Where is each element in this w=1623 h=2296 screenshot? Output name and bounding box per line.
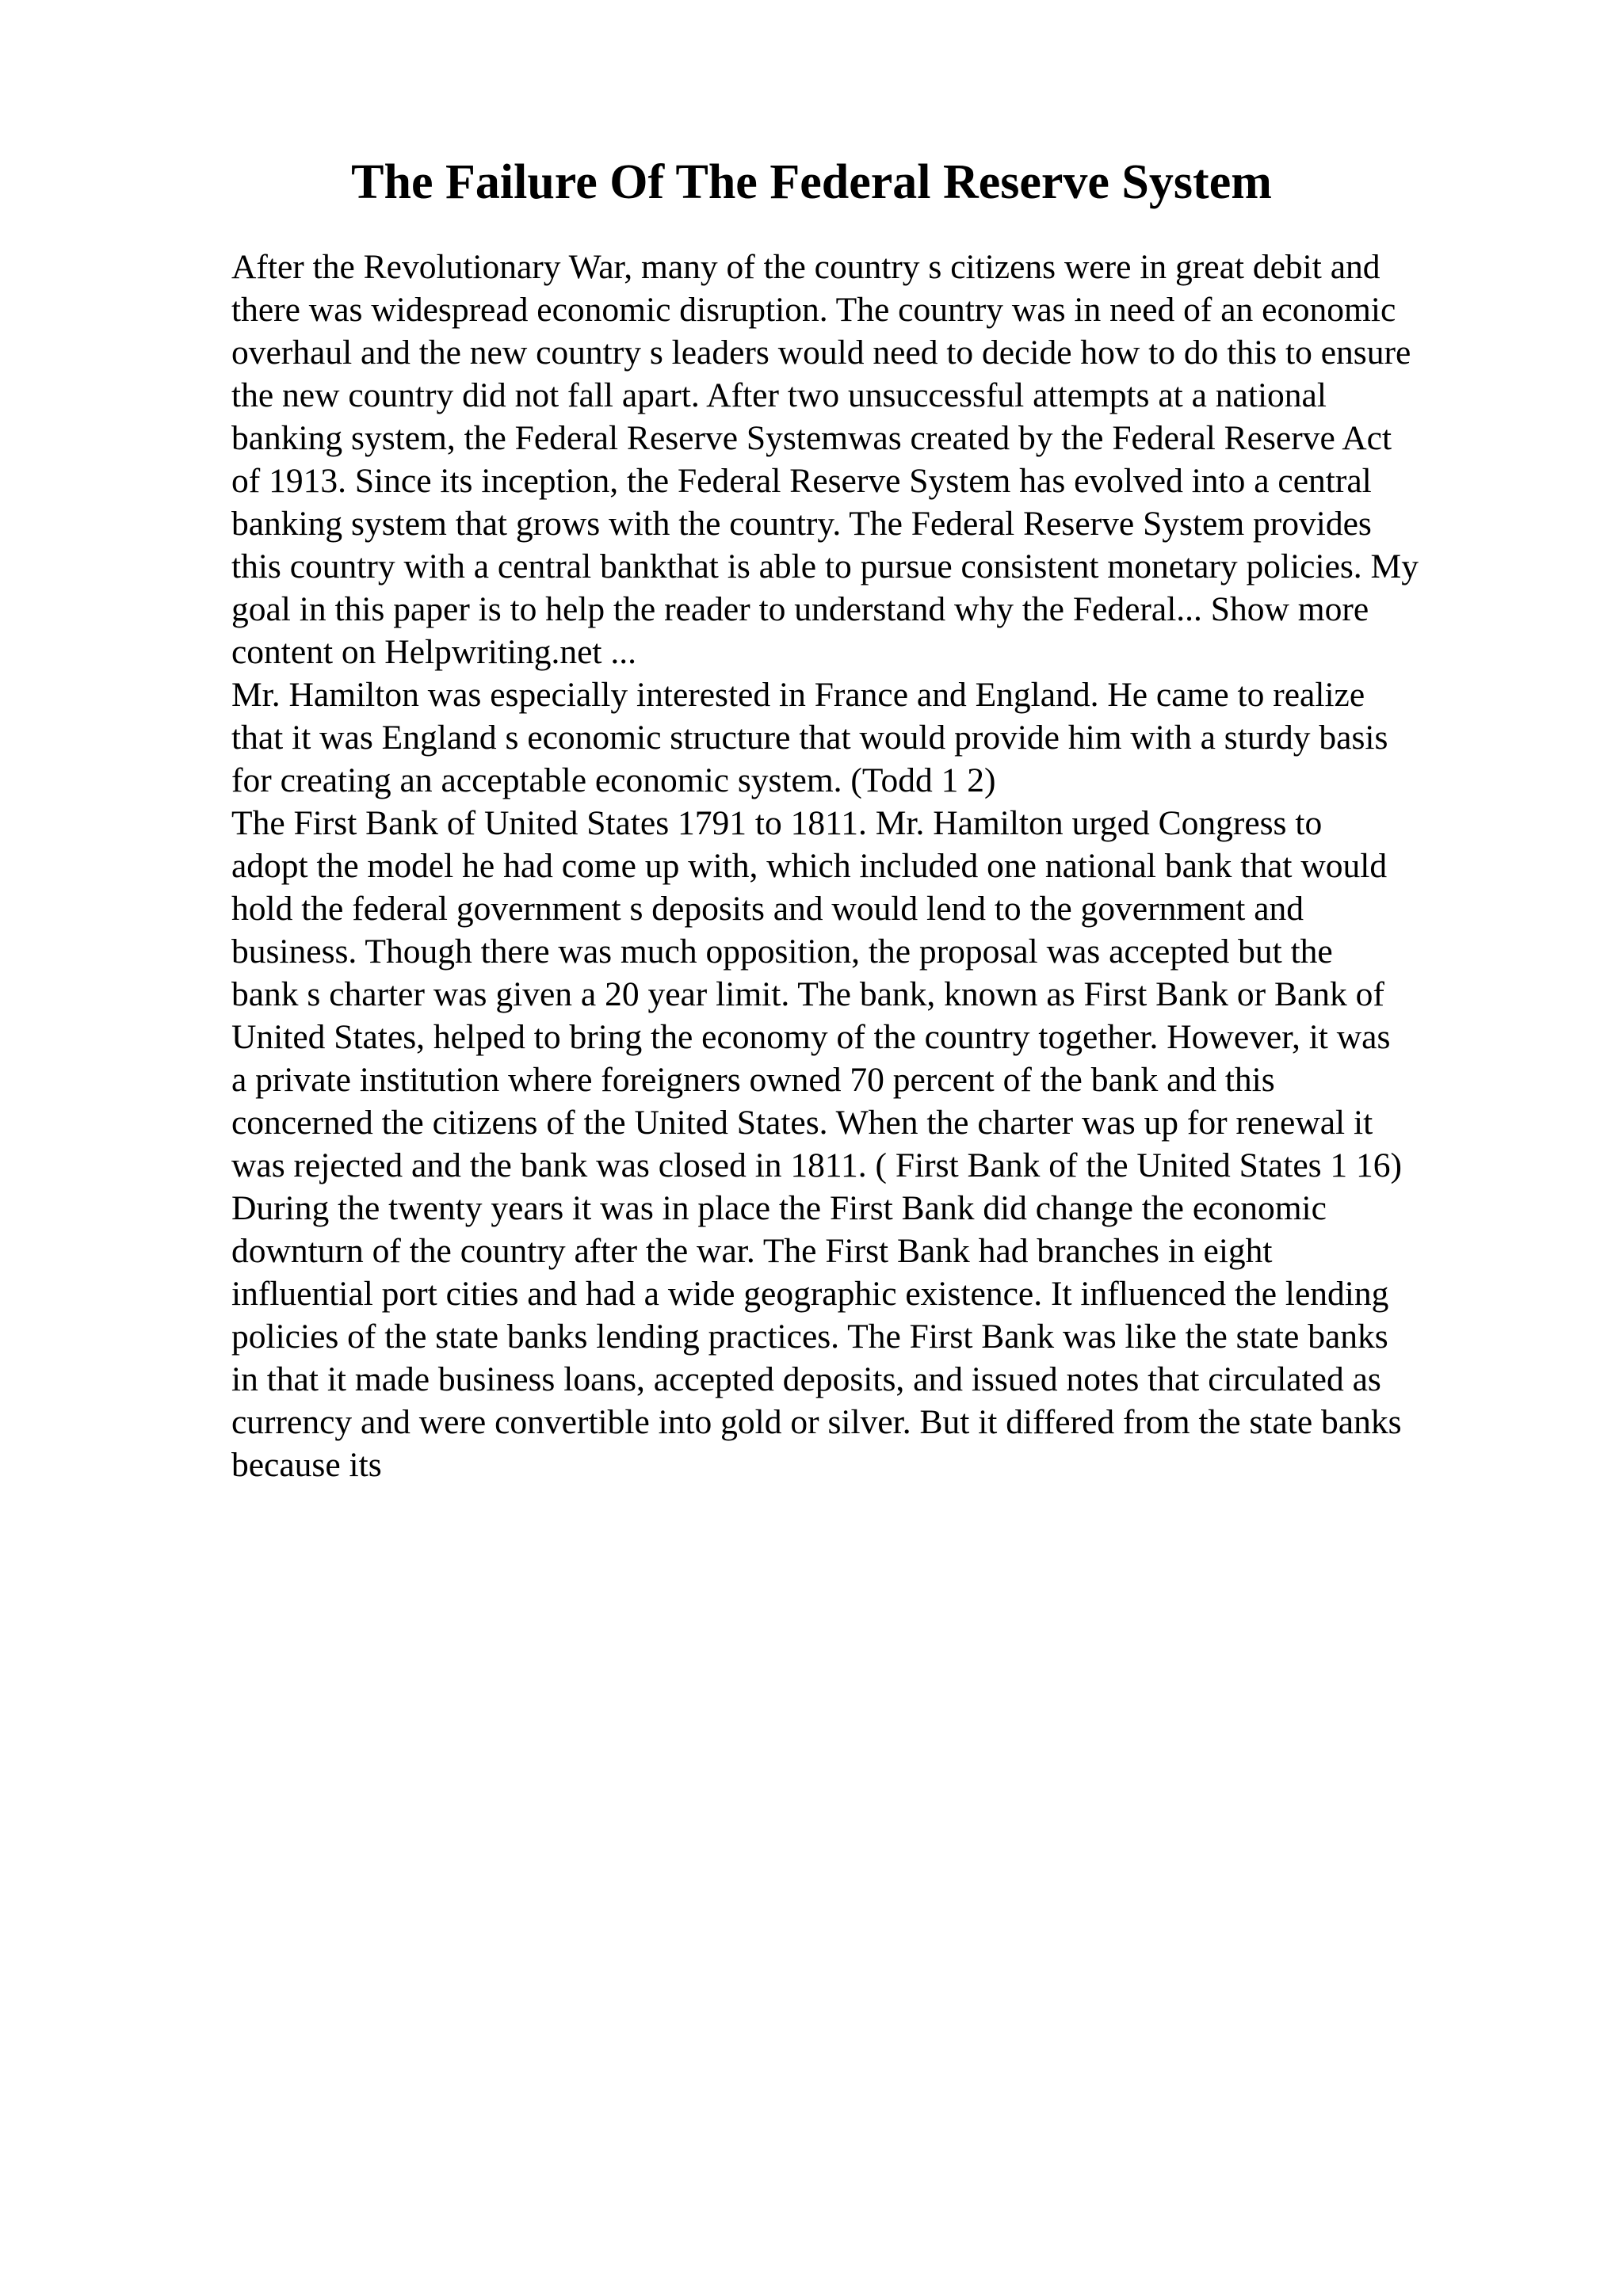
text-line: influential port cities and had a wide geographic existence. It influenced the lending	[231, 1275, 1389, 1313]
text-line: the new country did not fall apart. After two unsuccessful attempts at a national	[231, 376, 1327, 414]
text-line: After the Revolutionary War, many of the country s citizens were in great debit and	[231, 248, 1381, 286]
text-line: During the twenty years it was in place the First Bank did change the economic	[231, 1189, 1327, 1227]
text-line: content on Helpwriting.net ...	[231, 633, 637, 671]
text-line: there was widespread economic disruption. The country was in need of an economic	[231, 291, 1396, 329]
text-line: hold the federal government s deposits and would lend to the government and	[231, 890, 1304, 928]
text-line: that it was England s economic structure that would provide him with a sturdy basis	[231, 719, 1388, 757]
text-line: in that it made business loans, accepted deposits, and issued notes that circulated as	[231, 1360, 1381, 1398]
page-title: The Failure Of The Federal Reserve System	[351, 155, 1272, 209]
body-text	[231, 246, 1515, 1486]
text-line: overhaul and the new country s leaders would need to decide how to do this to ensure	[231, 334, 1411, 372]
text-line: a private institution where foreigners owned 70 percent of the bank and this	[231, 1061, 1275, 1099]
text-line: banking system that grows with the country. The Federal Reserve System provides	[231, 505, 1372, 543]
text-line: banking system, the Federal Reserve Systemwas created by the Federal Reserve Act	[231, 419, 1392, 457]
text-line: downturn of the country after the war. The First Bank had branches in eight	[231, 1232, 1273, 1270]
text-line: adopt the model he had come up with, which included one national bank that would	[231, 847, 1388, 885]
text-line: for creating an acceptable economic system. (Todd 1 2)	[231, 761, 996, 799]
text-line: currency and were convertible into gold or silver. But it differed from the state banks	[231, 1403, 1402, 1441]
text-line: goal in this paper is to help the reader to understand why the Federal... Show more	[231, 590, 1369, 628]
text-line: United States, helped to bring the economy of the country together. However, it was	[231, 1018, 1391, 1056]
text-line: concerned the citizens of the United States. When the charter was up for renewal it	[231, 1104, 1373, 1142]
text-line: was rejected and the bank was closed in 1811. ( First Bank of the United States 1 16)	[231, 1146, 1403, 1184]
text-line: because its	[231, 1446, 382, 1484]
text-line: bank s charter was given a 20 year limit. The bank, known as First Bank or Bank of	[231, 975, 1384, 1013]
text-line: this country with a central bankthat is able to pursue consistent monetary policies. My	[231, 547, 1419, 585]
text-line: business. Though there was much opposition, the proposal was accepted but the	[231, 933, 1333, 971]
text-line: Mr. Hamilton was especially interested in France and England. He came to realize	[231, 676, 1365, 714]
text-line: of 1913. Since its inception, the Federal Reserve System has evolved into a central	[231, 462, 1372, 500]
text-line: The First Bank of United States 1791 to 1811. Mr. Hamilton urged Congress to	[231, 804, 1323, 842]
text-line: policies of the state banks lending practices. The First Bank was like the state banks	[231, 1318, 1388, 1356]
